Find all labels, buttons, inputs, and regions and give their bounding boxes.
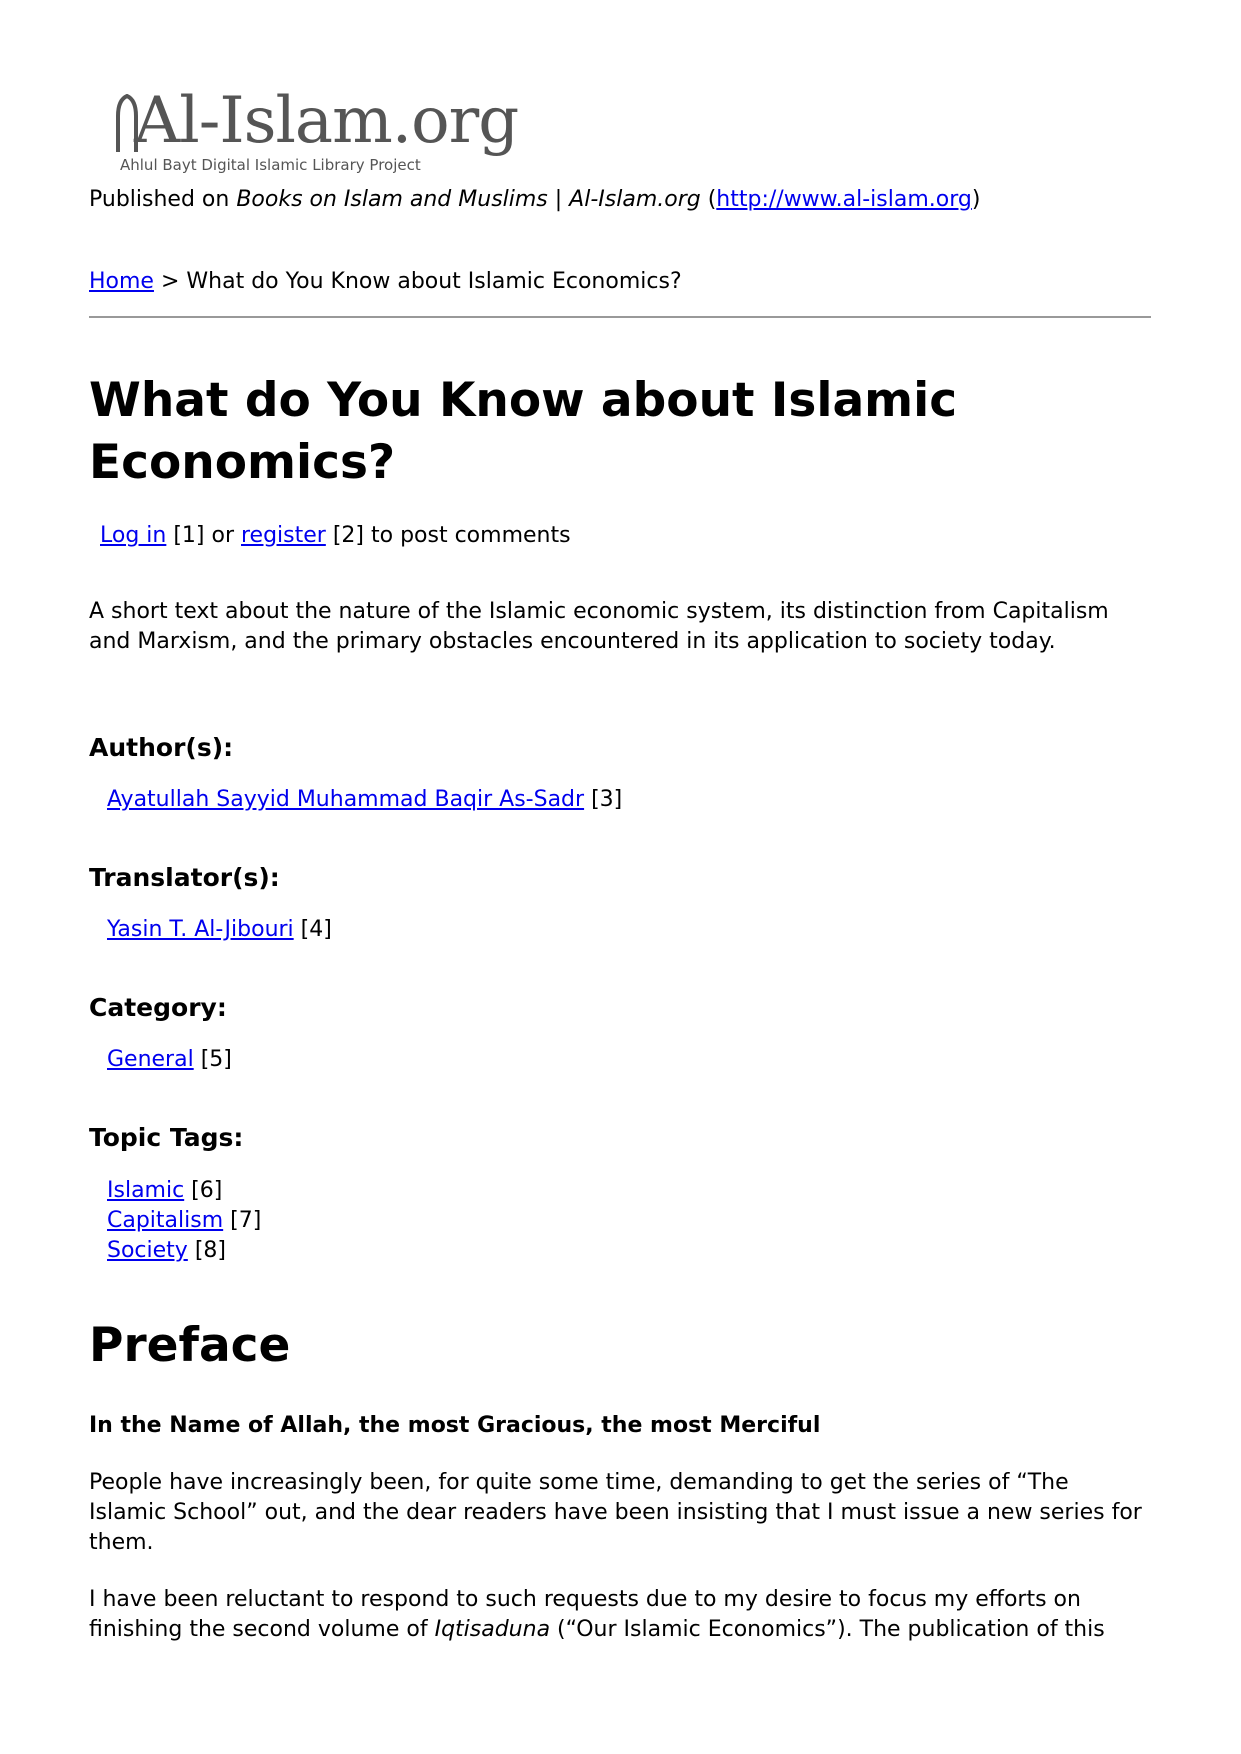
category-ref: [5] xyxy=(193,1047,232,1072)
register-link[interactable]: register xyxy=(241,523,326,548)
tag-link-capitalism[interactable]: Capitalism xyxy=(107,1208,224,1233)
published-line xyxy=(89,187,980,212)
header-divider xyxy=(89,316,1151,318)
preface-paragraph-1: People have increasingly been, for quite some time, demanding to get the series of “The Islamic School” out, and the dear readers have been insisting that I must issue a new series for them. xyxy=(89,1470,1142,1555)
logo-tagline: Ahlul Bayt Digital Islamic Library Project xyxy=(120,156,421,174)
translator-item xyxy=(107,917,332,942)
category-item xyxy=(107,1047,232,1072)
translator-ref: [4] xyxy=(293,917,332,942)
breadcrumb-separator: > xyxy=(153,269,187,294)
para2-end: (“Our Islamic Economics”). The publication of this xyxy=(550,1617,1105,1642)
author-ref: [3] xyxy=(584,787,623,812)
category-link[interactable]: General xyxy=(107,1047,194,1072)
author-item xyxy=(107,787,622,812)
tag-ref: [7] xyxy=(223,1208,262,1233)
register-ref: [2] to post comments xyxy=(325,523,571,548)
breadcrumb xyxy=(89,269,682,294)
preface-paragraph-2 xyxy=(89,1585,1151,1645)
preface-heading: Preface xyxy=(89,1318,291,1373)
tag-item xyxy=(107,1178,222,1203)
published-close: ) xyxy=(971,187,981,212)
site-url-link[interactable]: http://www.al-islam.org xyxy=(716,187,972,212)
tag-link-islamic[interactable]: Islamic xyxy=(107,1178,185,1203)
book-summary: A short text about the nature of the Islamic economic system, its distinction from Capitalism and Marxism, and the primary obstacles encountered in its application to society today. xyxy=(89,599,1109,654)
published-prefix: Published on xyxy=(89,187,237,212)
breadcrumb-current: What do You Know about Islamic Economics? xyxy=(186,269,682,294)
breadcrumb-home-link[interactable]: Home xyxy=(89,269,154,294)
tag-ref: [6] xyxy=(184,1178,223,1203)
para2-start: I have been reluctant to respond to such requests due to my desire to focus my efforts on finishing the second volume of xyxy=(89,1587,1081,1642)
site-title: Books on Islam and Muslims | Al-Islam.org xyxy=(236,187,701,212)
translators-label: Translator(s): xyxy=(89,863,280,892)
tag-link-society[interactable]: Society xyxy=(107,1238,188,1263)
authors-label: Author(s): xyxy=(89,733,234,762)
site-logo[interactable] xyxy=(116,84,519,176)
published-open: ( xyxy=(700,187,717,212)
book-title-italic: Iqtisaduna xyxy=(434,1617,551,1642)
category-label: Category: xyxy=(89,993,227,1022)
login-link[interactable]: Log in xyxy=(100,523,167,548)
page-title: What do You Know about Islamic Economics? xyxy=(89,373,958,490)
author-link[interactable]: Ayatullah Sayyid Muhammad Baqir As-Sadr xyxy=(107,787,585,812)
tag-item xyxy=(107,1208,261,1233)
comment-login-prompt xyxy=(100,523,571,548)
logo-wordmark: Al-Islam.org xyxy=(134,84,519,158)
translator-link[interactable]: Yasin T. Al-Jibouri xyxy=(107,917,294,942)
tag-item xyxy=(107,1238,226,1263)
login-ref: [1] or xyxy=(166,523,241,548)
topic-tags-label: Topic Tags: xyxy=(89,1123,244,1152)
bismillah-line: In the Name of Allah, the most Gracious, the most Merciful xyxy=(89,1413,821,1438)
tag-ref: [8] xyxy=(187,1238,226,1263)
